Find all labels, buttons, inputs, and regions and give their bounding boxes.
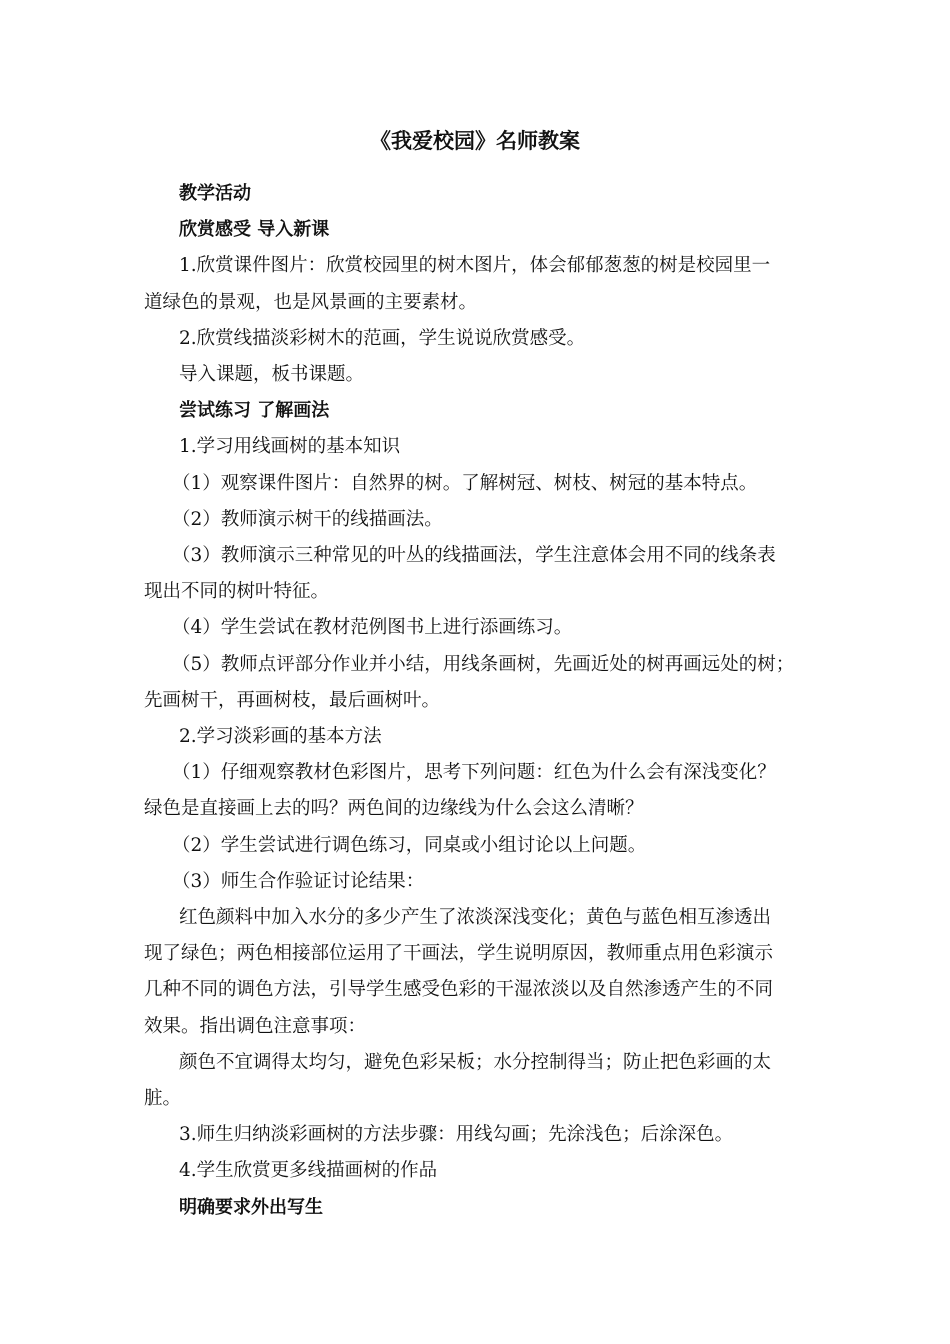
paragraph-line: 导入课题，板书课题。 — [179, 364, 365, 386]
heading-outdoor-sketching: 明确要求外出写生 — [179, 1196, 323, 1218]
paragraph-line: 2.欣赏线描淡彩树木的范画，学生说说欣赏感受。 — [179, 327, 586, 349]
paragraph-line: （3）教师演示三种常见的叶丛的线描画法，学生注意体会用不同的线条表 — [172, 545, 776, 567]
paragraph-line: 4.学生欣赏更多线描画树的作品 — [179, 1160, 438, 1182]
paragraph-line: 2.学习淡彩画的基本方法 — [179, 726, 382, 748]
paragraph-line: 先画树干，再画树枝，最后画树叶。 — [144, 689, 441, 711]
paragraph-line: 道绿色的景观，也是风景画的主要素材。 — [144, 291, 478, 313]
paragraph-line: 3.师生归纳淡彩画树的方法步骤：用线勾画；先涂浅色；后涂深色。 — [179, 1124, 734, 1146]
paragraph-line: （4）学生尝试在教材范例图书上进行添画练习。 — [172, 617, 573, 639]
paragraph-line: 现出不同的树叶特征。 — [144, 581, 330, 603]
paragraph-line: 脏。 — [144, 1088, 182, 1110]
document-body — [144, 176, 820, 1226]
paragraph-line: （1）观察课件图片：自然界的树。了解树冠、树枝、树冠的基本特点。 — [172, 472, 758, 494]
paragraph-line: 1.学习用线画树的基本知识 — [179, 436, 401, 458]
paragraph-line: （1）仔细观察教材色彩图片，思考下列问题：红色为什么会有深浅变化？ — [172, 762, 776, 784]
paragraph-line: （5）教师点评部分作业并小结，用线条画树，先画近处的树再画远处的树； — [172, 653, 795, 675]
paragraph-line: 绿色是直接画上去的吗？两色间的边缘线为什么会这么清晰？ — [144, 798, 644, 820]
heading-teaching-activities: 教学活动 — [179, 183, 251, 204]
paragraph-line: 几种不同的调色方法，引导学生感受色彩的干湿浓淡以及自然渗透产生的不同 — [144, 979, 774, 1001]
paragraph-line: 颜色不宜调得太均匀，避免色彩呆板；水分控制得当；防止把色彩画的太 — [179, 1051, 772, 1073]
paragraph-line: 1.欣赏课件图片：欣赏校园里的树木图片，体会郁郁葱葱的树是校园里一 — [179, 255, 771, 277]
heading-practice-methods: 尝试练习 了解画法 — [179, 400, 330, 422]
document-title: 《我爱校园》名师教案 — [370, 129, 580, 153]
paragraph-line: 现了绿色；两色相接部位运用了干画法，学生说明原因，教师重点用色彩演示 — [144, 943, 774, 965]
paragraph-line: 红色颜料中加入水分的多少产生了浓淡深浅变化；黄色与蓝色相互渗透出 — [179, 907, 772, 929]
paragraph-line: （2）教师演示树干的线描画法。 — [172, 508, 443, 530]
paragraph-line: （2）学生尝试进行调色练习，同桌或小组讨论以上问题。 — [172, 834, 647, 856]
paragraph-line: （3）师生合作验证讨论结果： — [172, 870, 425, 892]
heading-appreciation-intro: 欣赏感受 导入新课 — [179, 219, 330, 241]
paragraph-line: 效果。指出调色注意事项： — [144, 1015, 367, 1037]
